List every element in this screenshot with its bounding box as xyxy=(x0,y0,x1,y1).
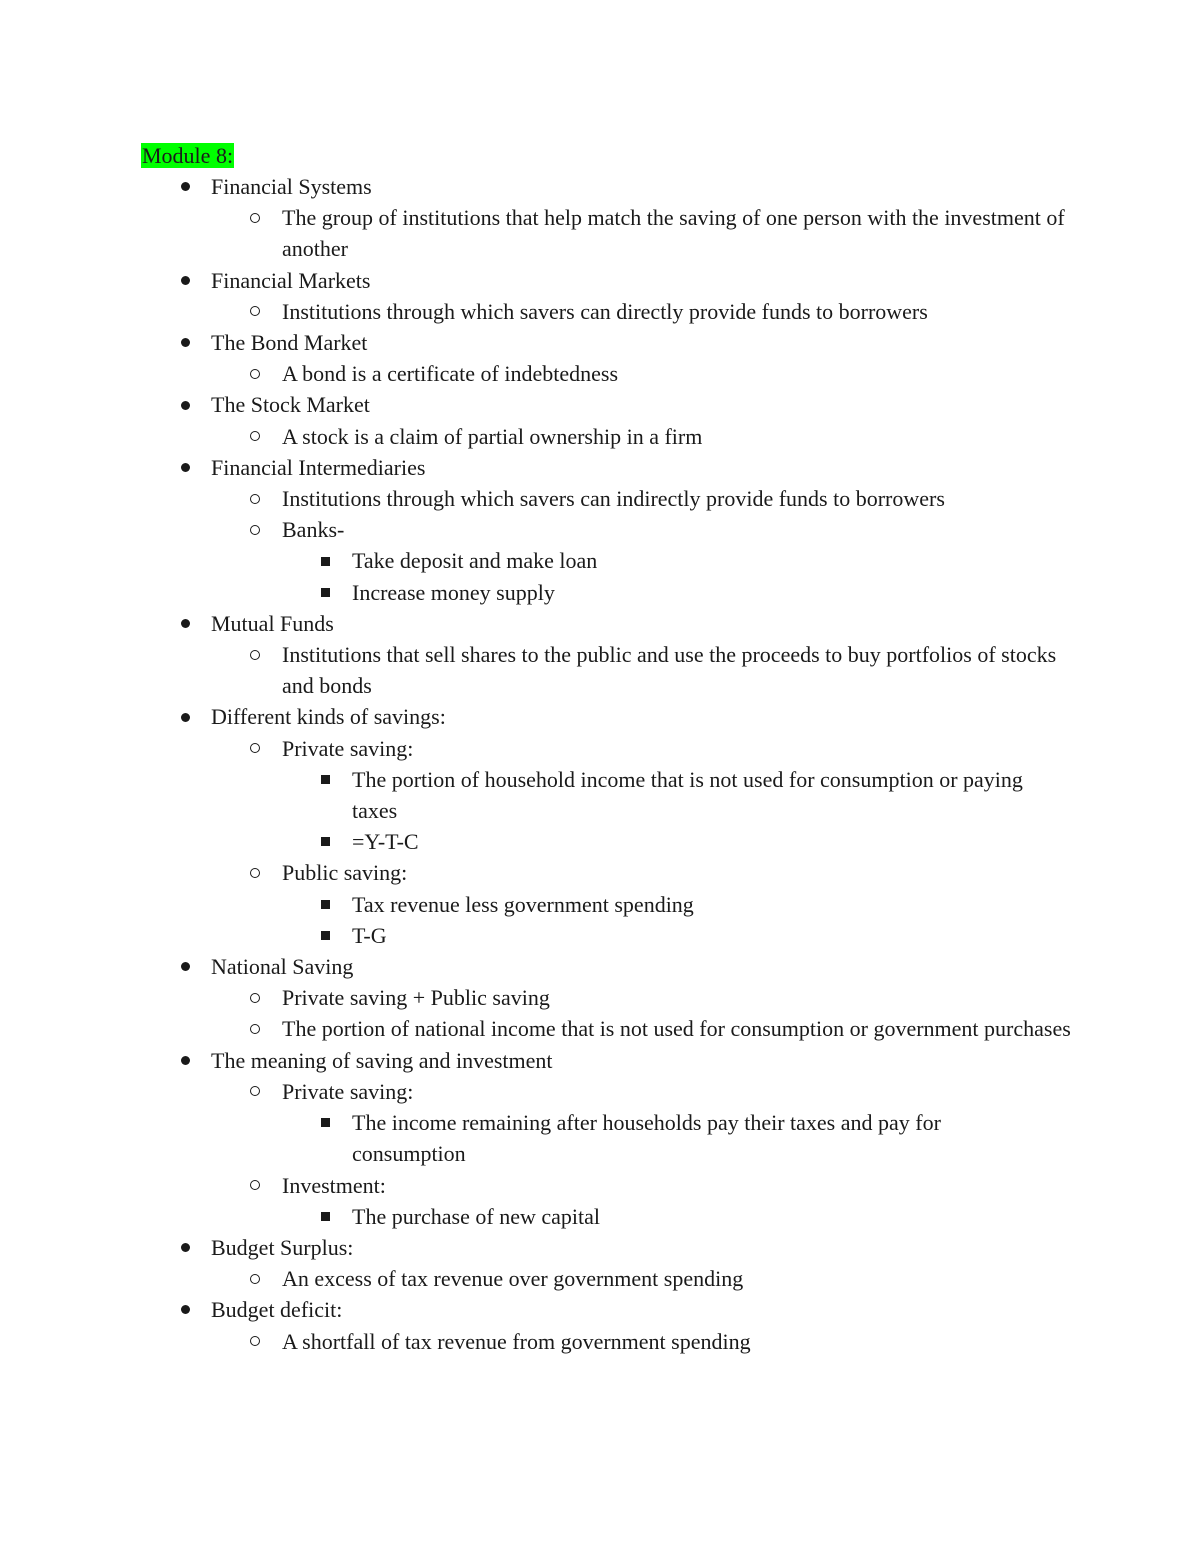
list-item-text: An excess of tax revenue over government spending xyxy=(282,1266,744,1292)
list-item-text: T-G xyxy=(352,922,387,948)
list-item-text: Budget Surplus: xyxy=(211,1234,354,1260)
square-bullet-icon xyxy=(317,1107,333,1138)
list-item-level-1 xyxy=(0,327,1200,358)
module-title xyxy=(141,140,234,171)
list-item-text: A stock is a claim of partial ownership in a firm xyxy=(282,423,703,449)
list-item-level-1 xyxy=(0,452,1200,483)
list-item-text: Financial Systems xyxy=(211,174,372,199)
list-item-text: The portion of household income that is not used for consumption or paying taxes xyxy=(352,766,1023,824)
list-item-text: The group of institutions that help match the saving of one person with the investment of another xyxy=(282,205,1065,262)
filled-bullet-icon xyxy=(177,1045,193,1076)
list-item-text: Private saving: xyxy=(282,1078,414,1104)
list-item-text: Private saving + Public saving xyxy=(282,985,550,1011)
list-item-level-2 xyxy=(0,733,1072,764)
list-item-level-2 xyxy=(0,1076,1072,1107)
square-bullet-icon xyxy=(317,920,333,951)
hollow-bullet-icon xyxy=(247,483,263,514)
hollow-bullet-icon xyxy=(247,296,263,327)
filled-bullet-icon xyxy=(177,608,193,639)
list-item-text: Financial Intermediaries xyxy=(211,454,426,480)
list-item-text: Public saving: xyxy=(282,860,408,886)
hollow-bullet-icon xyxy=(247,857,263,888)
list-item-text: Increase money supply xyxy=(352,579,555,605)
list-item-level-2 xyxy=(0,1263,1072,1294)
list-item-text: Institutions through which savers can directly provide funds to borrowers xyxy=(282,298,928,324)
hollow-bullet-icon xyxy=(247,421,263,452)
list-item-text: Investment: xyxy=(282,1172,386,1198)
list-item-text: Financial Markets xyxy=(211,267,371,293)
square-bullet-icon xyxy=(317,1201,333,1232)
hollow-bullet-icon xyxy=(247,202,263,233)
filled-bullet-icon xyxy=(177,951,193,982)
square-bullet-icon xyxy=(317,826,333,857)
filled-bullet-icon xyxy=(177,171,193,202)
list-item-text: A bond is a certificate of indebtedness xyxy=(282,361,619,387)
list-item-level-1 xyxy=(0,608,1200,639)
list-item-text: The purchase of new capital xyxy=(352,1203,600,1229)
filled-bullet-icon xyxy=(177,327,193,358)
list-item-level-2 xyxy=(0,857,1072,888)
list-item-level-3 xyxy=(0,577,1042,608)
bullet-outline xyxy=(0,171,1200,1357)
hollow-bullet-icon xyxy=(247,514,263,545)
list-item-level-3 xyxy=(0,545,1042,576)
list-item-text: The income remaining after households pay their taxes and pay for consumption xyxy=(352,1110,941,1167)
list-item-text: A shortfall of tax revenue from government spending xyxy=(282,1328,751,1354)
list-item-text: Private saving: xyxy=(282,735,414,761)
list-item-text: Budget deficit: xyxy=(211,1297,343,1323)
filled-bullet-icon xyxy=(177,701,193,732)
list-item-level-1 xyxy=(0,1232,1200,1263)
list-item-text: The Bond Market xyxy=(211,330,368,356)
square-bullet-icon xyxy=(317,764,333,795)
hollow-bullet-icon xyxy=(247,1170,263,1201)
list-item-text: Take deposit and make loan xyxy=(352,548,598,574)
list-item-text: The meaning of saving and investment xyxy=(211,1047,553,1073)
list-item-level-2 xyxy=(0,483,1072,514)
hollow-bullet-icon xyxy=(247,639,263,670)
list-item-text: Institutions that sell shares to the public and use the proceeds to buy portfolios of stocks and bonds xyxy=(282,642,1057,699)
square-bullet-icon xyxy=(317,545,333,576)
highlighted-title-text: Module 8: xyxy=(142,143,234,168)
hollow-bullet-icon xyxy=(247,1263,263,1294)
list-item-level-3 xyxy=(0,1107,1042,1169)
filled-bullet-icon xyxy=(177,452,193,483)
filled-bullet-icon xyxy=(177,1232,193,1263)
list-item-level-3 xyxy=(0,889,1042,920)
list-item-level-1 xyxy=(0,171,1200,202)
list-item-level-2 xyxy=(0,982,1072,1013)
filled-bullet-icon xyxy=(177,389,193,420)
list-item-level-2 xyxy=(0,358,1072,389)
list-item-level-2 xyxy=(0,1326,1072,1357)
hollow-bullet-icon xyxy=(247,1013,263,1044)
list-item-text: Different kinds of savings: xyxy=(211,704,446,730)
filled-bullet-icon xyxy=(177,265,193,296)
list-item-level-1 xyxy=(0,1294,1200,1325)
hollow-bullet-icon xyxy=(247,1076,263,1107)
list-item-level-2 xyxy=(0,421,1072,452)
list-item-level-2 xyxy=(0,1013,1072,1044)
list-item-text: The portion of national income that is not used for consumption or government purchases xyxy=(282,1016,1071,1042)
filled-bullet-icon xyxy=(177,1294,193,1325)
hollow-bullet-icon xyxy=(247,733,263,764)
hollow-bullet-icon xyxy=(247,358,263,389)
list-item-level-3 xyxy=(0,764,1042,826)
list-item-level-3 xyxy=(0,826,1042,857)
list-item-text: Mutual Funds xyxy=(211,610,334,636)
hollow-bullet-icon xyxy=(247,1326,263,1357)
hollow-bullet-icon xyxy=(247,982,263,1013)
list-item-level-1 xyxy=(0,389,1200,420)
list-item-level-2 xyxy=(0,202,1072,264)
list-item-level-1 xyxy=(0,265,1200,296)
list-item-text: Tax revenue less government spending xyxy=(352,891,694,917)
square-bullet-icon xyxy=(317,577,333,608)
list-item-level-3 xyxy=(0,920,1042,951)
list-item-level-2 xyxy=(0,639,1072,701)
list-item-text: Banks- xyxy=(282,517,345,543)
list-item-level-1 xyxy=(0,951,1200,982)
square-bullet-icon xyxy=(317,889,333,920)
list-item-level-1 xyxy=(0,701,1200,732)
list-item-level-2 xyxy=(0,514,1072,545)
list-item-text: The Stock Market xyxy=(211,392,370,418)
list-item-level-1 xyxy=(0,1045,1200,1076)
list-item-text: Institutions through which savers can indirectly provide funds to borrowers xyxy=(282,486,945,512)
list-item-text: =Y-T-C xyxy=(352,829,419,855)
list-item-level-3 xyxy=(0,1201,1042,1232)
list-item-level-2 xyxy=(0,296,1072,327)
list-item-level-2 xyxy=(0,1170,1072,1201)
list-item-text: National Saving xyxy=(211,954,354,980)
